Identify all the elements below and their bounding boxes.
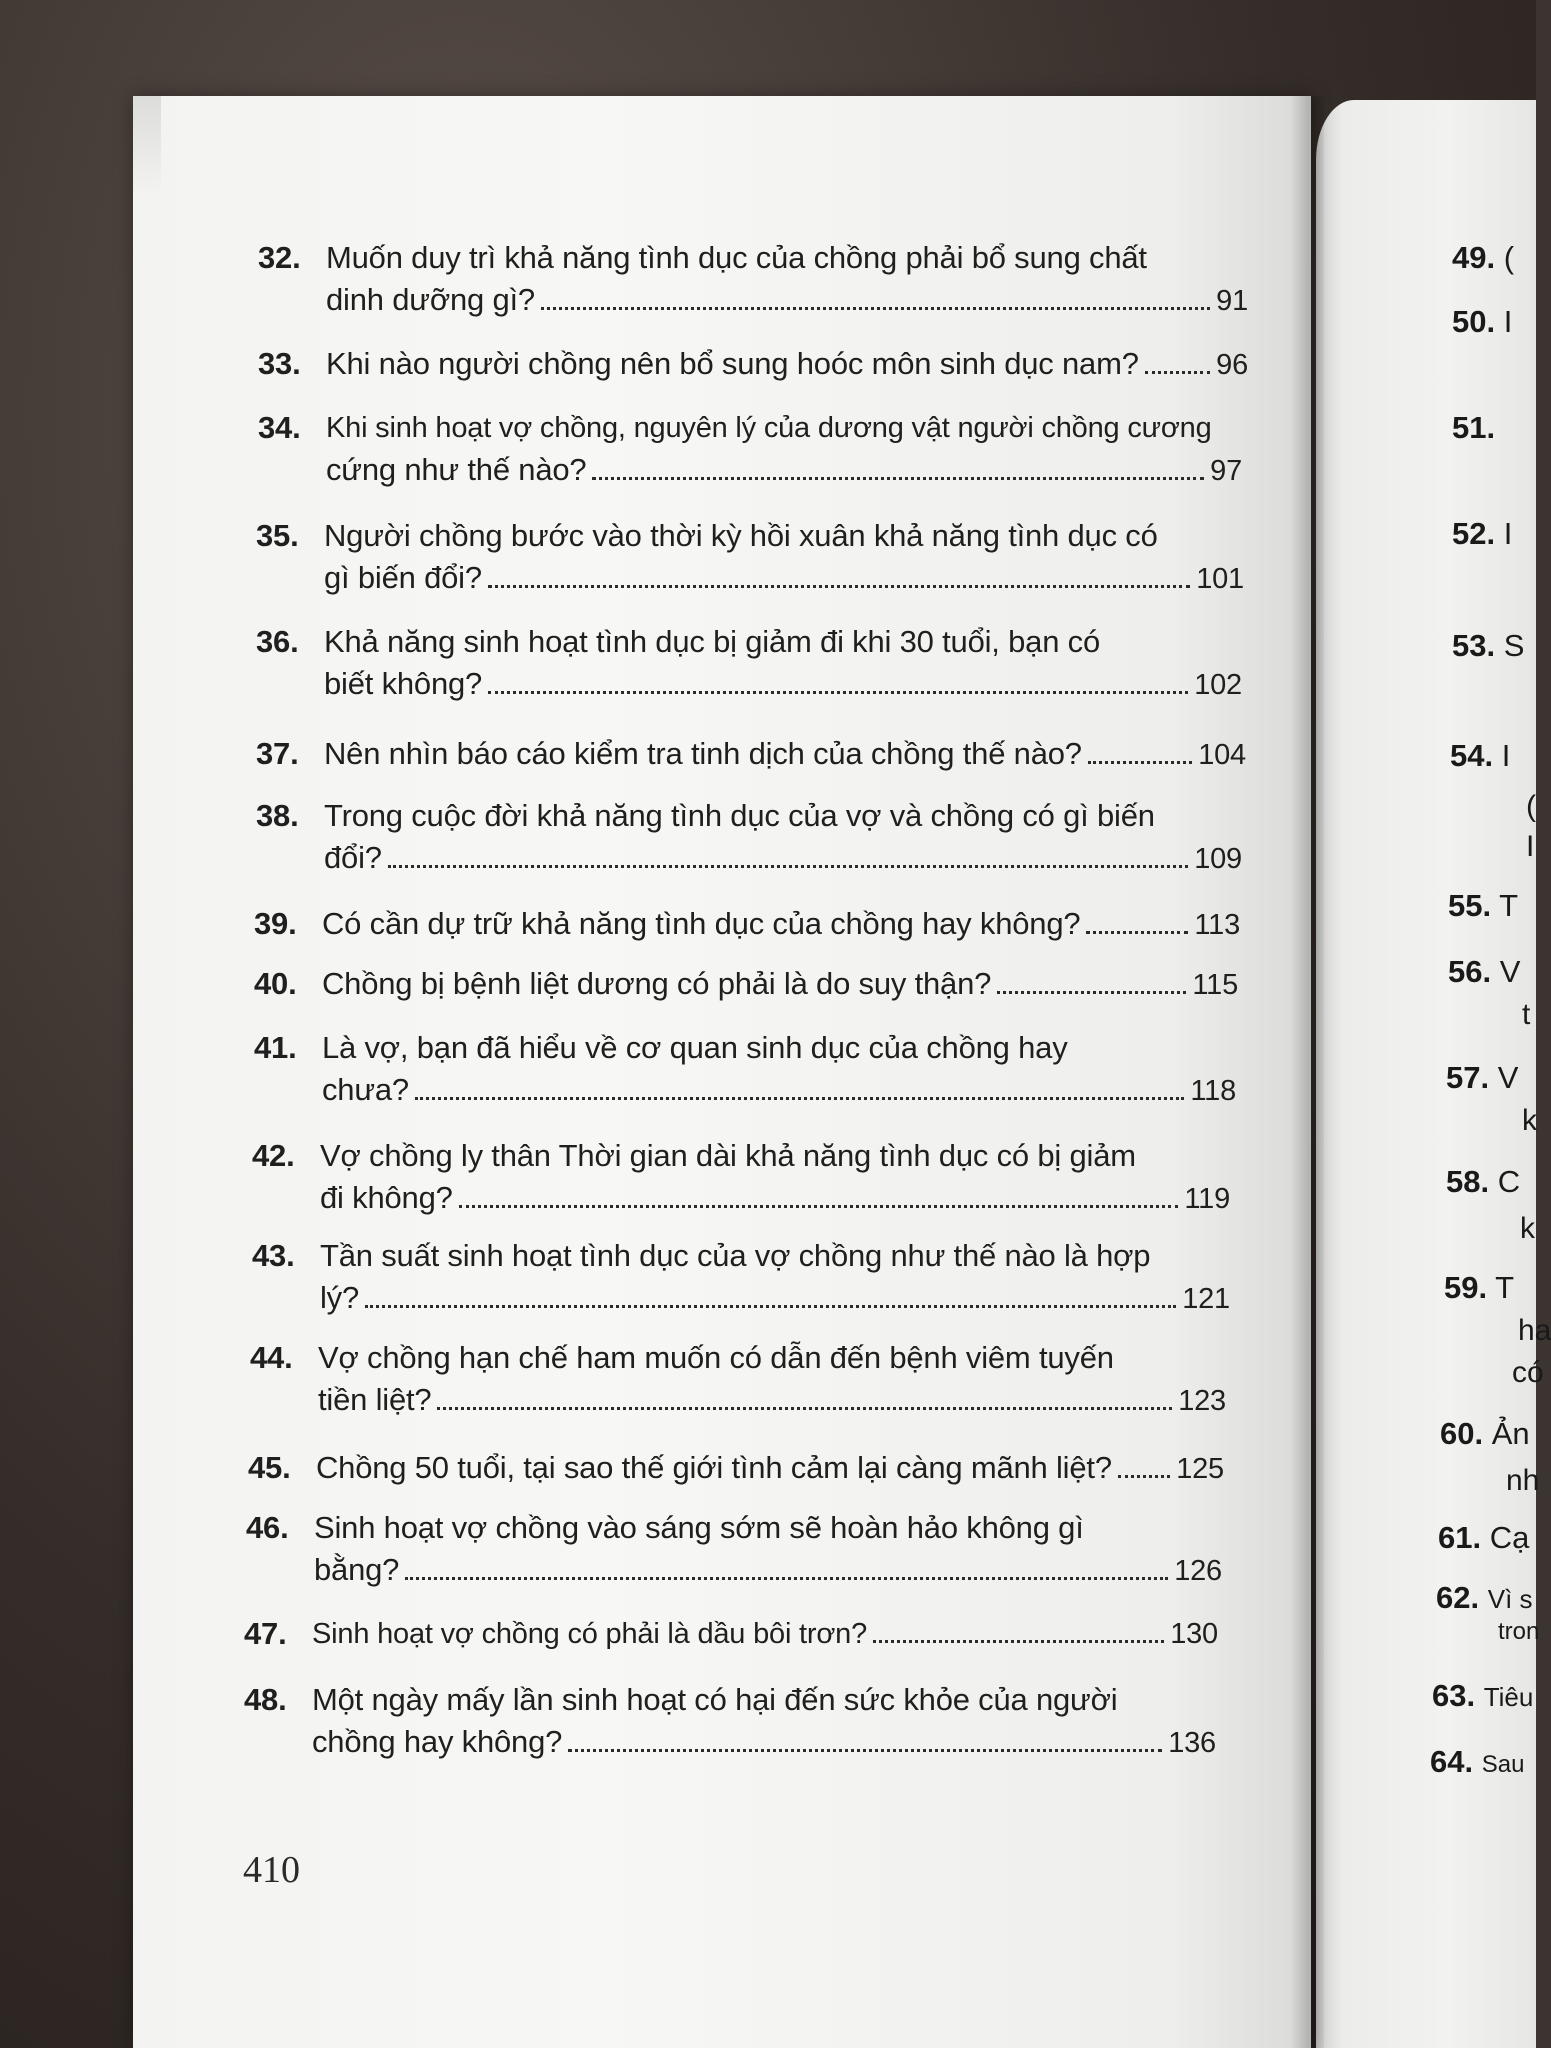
toc-entry [254, 964, 1238, 1008]
dot-leader [437, 1381, 1172, 1410]
entry-title-row [324, 734, 1246, 775]
entry-title-line2-row [322, 1070, 1236, 1111]
entry-page-number: 91 [1216, 285, 1248, 317]
entry-title-line2-row [326, 450, 1242, 491]
entry-title-line2: biết không? [324, 666, 483, 701]
entry-title-line2-row [320, 1278, 1230, 1319]
entry-number: 35. [256, 518, 299, 553]
entry-number: 34. [258, 410, 301, 445]
right-toc-entry: 60. Ản [1440, 1416, 1530, 1451]
entry-title: Có cần dự trữ khả năng tình dục của chồng hay không? [322, 906, 1081, 941]
entry-number: 36. [256, 624, 299, 659]
entry-page-number: 102 [1194, 669, 1242, 701]
entry-title-line1: Tần suất sinh hoạt tình dục của vợ chồng như thế nào là hợp [320, 1238, 1151, 1273]
toc-entry [250, 1338, 1226, 1428]
entry-title: Nên nhìn báo cáo kiểm tra tinh dịch của chồng thế nào? [324, 736, 1082, 771]
dot-leader [568, 1723, 1162, 1752]
right-toc-entry: 52. I [1452, 516, 1513, 551]
entry-page-number: 130 [1170, 1618, 1218, 1650]
entry-title-line2: đi không? [320, 1180, 453, 1215]
entry-number: 32. [258, 240, 301, 275]
entry-title-line1: Sinh hoạt vợ chồng vào sáng sớm sẽ hoàn hảo không gì [314, 1510, 1084, 1545]
toc-entry [244, 1680, 1216, 1770]
page-number: 410 [243, 1849, 300, 1891]
right-text-fragment: có [1512, 1356, 1544, 1389]
entry-title-line2: dinh dưỡng gì? [326, 282, 535, 317]
entry-title-line1: Là vợ, bạn đã hiểu về cơ quan sinh dục của chồng hay [322, 1030, 1068, 1065]
entry-number: 33. [258, 346, 301, 381]
entry-title-line1: Khi sinh hoạt vợ chồng, nguyên lý của dương vật người chồng cương [326, 412, 1212, 444]
entry-title-row [322, 964, 1238, 1005]
toc-entry [248, 1448, 1224, 1492]
toc-entry [252, 1136, 1230, 1226]
right-toc-entry: 49. ( [1452, 240, 1515, 275]
entry-page-number: 119 [1184, 1183, 1230, 1215]
entry-number: 42. [252, 1138, 295, 1173]
right-toc-entry: 58. C [1446, 1164, 1521, 1199]
entry-title-line2: lý? [320, 1280, 360, 1315]
dot-leader [1088, 735, 1192, 764]
entry-title: Chồng 50 tuổi, tại sao thế giới tình cảm lại càng mãnh liệt? [316, 1450, 1112, 1485]
entry-title-row [312, 1614, 1218, 1654]
dot-leader [873, 1614, 1164, 1643]
right-text-fragment: k [1520, 1212, 1535, 1245]
right-text-fragment: ( [1526, 790, 1536, 823]
entry-title-line2-row [324, 558, 1244, 599]
right-text-fragment: tron [1498, 1618, 1540, 1645]
toc-entry [254, 1028, 1236, 1118]
toc-entry [246, 1508, 1222, 1598]
right-toc-entry: 56. V [1448, 954, 1521, 989]
entry-title-line2: cứng như thế nào? [326, 452, 587, 487]
toc-entry [244, 1614, 1218, 1658]
right-toc-entry: 50. I [1452, 304, 1513, 339]
entry-title-line2: chồng hay không? [312, 1724, 563, 1759]
dot-leader [1086, 905, 1188, 934]
right-toc-entry: 63. Tiêu [1432, 1678, 1534, 1713]
right-toc-entry: 64. Sau [1430, 1744, 1525, 1779]
right-toc-entry: 53. S [1452, 628, 1525, 663]
toc-entry [258, 238, 1248, 328]
entry-page-number: 115 [1192, 969, 1238, 1001]
entry-title-row [322, 904, 1240, 945]
entry-number: 41. [254, 1030, 297, 1065]
right-text-fragment: k [1522, 1104, 1537, 1137]
dot-leader [459, 1179, 1179, 1208]
entry-title-row [316, 1448, 1224, 1489]
entry-number: 38. [256, 798, 299, 833]
entry-page-number: 101 [1196, 563, 1244, 595]
dot-leader [388, 839, 1188, 868]
dot-leader [541, 281, 1210, 310]
entry-number: 39. [254, 906, 297, 941]
entry-page-number: 123 [1178, 1385, 1226, 1417]
entry-title-line2: gì biến đổi? [324, 560, 482, 595]
entry-page-number: 109 [1194, 843, 1242, 875]
dot-leader [1118, 1449, 1170, 1478]
dot-leader [488, 559, 1190, 588]
right-toc-entry: 55. T [1448, 888, 1519, 923]
right-toc-entry: 54. I [1450, 738, 1511, 773]
right-toc-entry: 59. T [1444, 1270, 1515, 1305]
entry-number: 46. [246, 1510, 289, 1545]
toc-entry [258, 408, 1242, 498]
right-text-fragment: nh [1506, 1464, 1540, 1497]
entry-page-number: 118 [1190, 1075, 1236, 1107]
dot-leader [488, 665, 1188, 694]
right-toc-entry: 62. Vì s [1436, 1580, 1533, 1615]
entry-title-line2-row [324, 664, 1242, 705]
entry-number: 40. [254, 966, 297, 1001]
toc-entry [256, 622, 1242, 712]
dot-leader [997, 965, 1186, 994]
right-toc-entry: 51. [1452, 410, 1496, 445]
right-toc-entry: 57. V [1446, 1060, 1519, 1095]
entry-title-line1: Người chồng bước vào thời kỳ hồi xuân khả năng tình dục có [324, 518, 1158, 553]
entry-title: Khi nào người chồng nên bổ sung hoóc môn sinh dục nam? [326, 346, 1139, 381]
entry-number: 43. [252, 1238, 295, 1273]
entry-title-line2-row [320, 1178, 1230, 1219]
toc-entry [256, 734, 1246, 778]
entry-title-line2: chưa? [322, 1072, 409, 1107]
toc-entry [254, 904, 1240, 948]
dot-leader [365, 1279, 1176, 1308]
entry-page-number: 136 [1168, 1727, 1216, 1759]
dot-leader [415, 1071, 1184, 1100]
entry-title-line2-row [314, 1550, 1222, 1591]
entry-title-line2-row [312, 1722, 1216, 1763]
entry-number: 44. [250, 1340, 293, 1375]
entry-title-line1: Vợ chồng ly thân Thời gian dài khả năng tình dục có bị giảm [320, 1138, 1136, 1173]
right-text-fragment: ha [1518, 1314, 1551, 1347]
entry-title-line1: Khả năng sinh hoạt tình dục bị giảm đi khi 30 tuổi, bạn có [324, 624, 1100, 659]
entry-page-number: 125 [1176, 1453, 1224, 1485]
entry-title-line1: Một ngày mấy lần sinh hoạt có hại đến sức khỏe của người [312, 1682, 1118, 1717]
entry-number: 48. [244, 1682, 287, 1717]
toc-entry [258, 344, 1248, 388]
entry-page-number: 113 [1194, 909, 1240, 941]
entry-page-number: 104 [1198, 739, 1246, 771]
toc-entry [252, 1236, 1230, 1326]
entry-title: Chồng bị bệnh liệt dương có phải là do suy thận? [322, 966, 992, 1001]
dot-leader [592, 451, 1204, 480]
entry-page-number: 96 [1216, 349, 1248, 381]
dot-leader [1145, 345, 1210, 374]
entry-page-number: 121 [1182, 1283, 1230, 1315]
entry-number: 47. [244, 1616, 287, 1651]
entry-page-number: 97 [1210, 455, 1242, 487]
toc-entry [256, 516, 1244, 606]
right-toc-entry: 61. Cạ [1438, 1520, 1530, 1555]
entry-title: Sinh hoạt vợ chồng có phải là dầu bôi trơn? [312, 1618, 868, 1650]
entry-title-line1: Muốn duy trì khả năng tình dục của chồng phải bổ sung chất [326, 240, 1147, 275]
entry-title-line1: Vợ chồng hạn chế ham muốn có dẫn đến bệnh viêm tuyến [318, 1340, 1114, 1375]
entry-number: 37. [256, 736, 299, 771]
entry-title-line2-row [324, 838, 1242, 879]
toc-entry [256, 796, 1242, 886]
entry-number: 45. [248, 1450, 291, 1485]
entry-title-line2: bằng? [314, 1552, 400, 1587]
entry-title-line1: Trong cuộc đời khả năng tình dục của vợ và chồng có gì biến [324, 798, 1155, 833]
entry-title-line2-row [318, 1380, 1226, 1421]
entry-page-number: 126 [1174, 1555, 1222, 1587]
right-text-fragment: I [1526, 830, 1535, 863]
entry-title-line2-row [326, 280, 1248, 321]
entry-title-line2: đổi? [324, 840, 382, 875]
entry-title-line2: tiền liệt? [318, 1382, 432, 1417]
entry-title-row [326, 344, 1248, 385]
dot-leader [405, 1551, 1168, 1580]
right-text-fragment: t [1522, 998, 1531, 1031]
